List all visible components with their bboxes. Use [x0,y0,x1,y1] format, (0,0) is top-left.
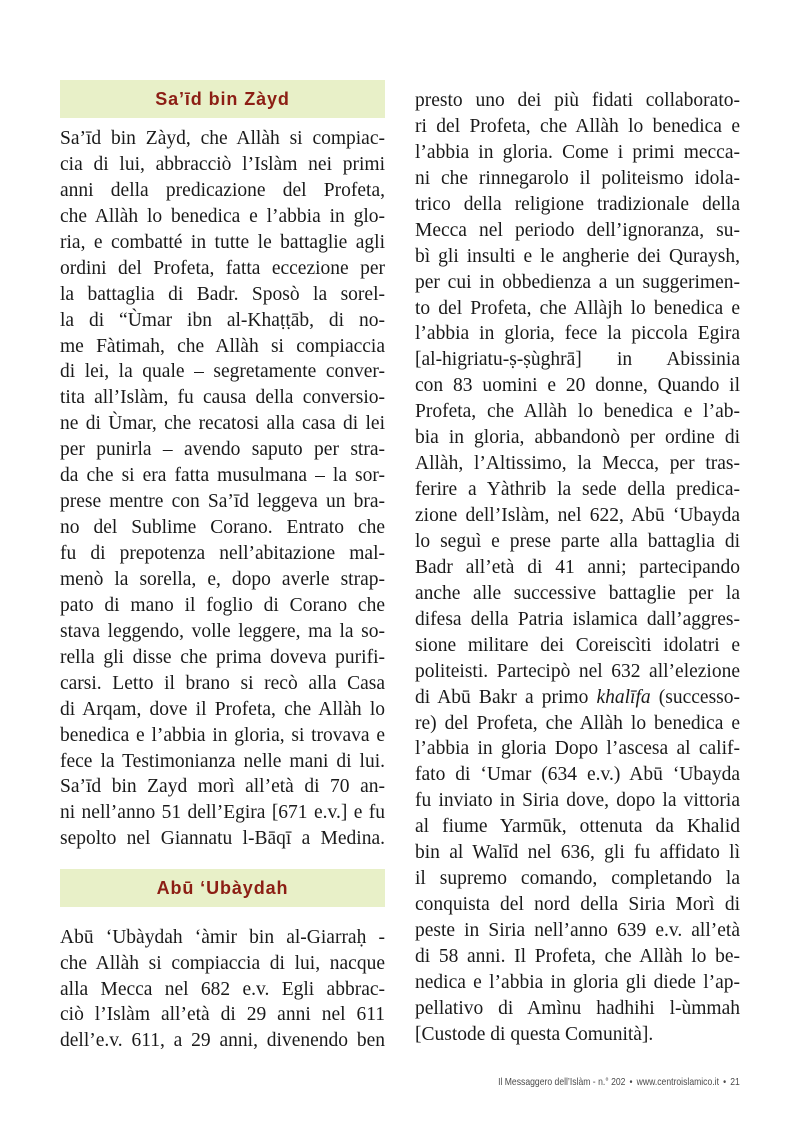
article-paragraph-continued [415,88,740,1048]
text-line: anni della predicazione del Profeta, [60,179,385,201]
section-heading [60,80,385,118]
text-line: conquista del nord della Siria Morì di [415,894,740,916]
text-line: to del Profeta, che Allàjh lo benedica e [415,297,740,319]
article-paragraph [60,925,385,1055]
text-line: ciò l’Islàm all’età di 29 anni nel 611 [60,1004,385,1026]
text-line: peste in Siria nell’anno 639 e.v. all’età [415,920,740,941]
text-line: nedica e l’abbia in gloria gli diede l’ap- [415,971,740,993]
text-line: Sa’īd bin Zayd morì all’età di 70 an- [60,776,385,798]
text-line: fu di prepotenza nell’abitazione mal- [60,543,385,564]
text-line: [al-higriatu-ṣ-ṣùghrā] in Abissinia [415,349,740,371]
section-heading-text: Abū ‘Ubàydah [156,878,289,899]
text-line: per cui in obbedienza a un suggerimen- [415,271,740,293]
text-line: Allàh, l’Altissimo, la Mecca, per tras- [415,453,740,475]
separator-bullet: • [629,1076,633,1088]
text-line: [Custode di questa Comunità]. [415,1023,654,1045]
text-line: dell’e.v. 611, a 29 anni, divenendo ben [60,1030,385,1052]
text-line: fato di ‘Umar (634 e.v.) Abū ‘Ubayda [415,764,740,786]
text-line: sepolto nel Giannatu l-Bāqī a Medina. [60,828,385,850]
text-line: l’abbia in gloria, fece la piccola Egira [415,323,740,345]
text-line: menò la sorella, e, dopo averle strap- [60,568,385,590]
section-heading [60,869,385,907]
text-line: ni nell’anno 51 dell’Egira [671 e.v.] e fu [60,802,385,824]
text-line: di Arqam, dove il Profeta, che Allàh lo [60,698,385,720]
text-line: bia in gloria, abbandonò per ordine di [415,427,740,449]
text-line: Mecca nel periodo dell’ignoranza, su- [415,219,740,241]
text-line: alla Mecca nel 682 e.v. Egli abbrac- [60,978,385,1000]
text-line: il supremo comando, completando la [415,868,740,890]
text-line: sione militare dei Coreiscìti idolatri e [415,634,740,656]
text-line: ne di Ùmar, che recatosi alla casa di lei [60,413,385,435]
text-line: zione dell’Islàm, nel 622, Abū ‘Ubayda [415,505,740,526]
text-line: la battaglia di Badr. Sposò la sorel- [60,283,385,305]
text-line: politeisti. Partecipò nel 632 all’elezione [415,660,740,682]
text-line: stava leggendo, volle leggere, ma la so- [60,620,385,642]
text-line: per punirla – avendo saputo per stra- [60,439,385,461]
text-line: l’abbia in gloria Dopo l’ascesa al calif- [415,738,740,760]
text-line: l’abbia in gloria. Come i primi mecca- [415,141,740,163]
text-line: che Allàh si compiaccia di lui, nacque [60,952,385,974]
text-line: ria, e combatté in tutte le battaglie agli [60,231,385,253]
text-line: ni che rinnegarolo il politeismo idola- [415,167,740,189]
text-line: lo seguì e prese parte alla battaglia di [415,530,740,552]
text-line: ferire a Yàthrib la sede della predica- [415,479,740,501]
text-line: da che si era fatta musulmana – la sor- [60,465,385,487]
text-line: re) del Profeta, che Allàh lo benedica e [415,712,740,734]
text-line: difesa della Patria islamica dall’aggres- [415,608,740,630]
text-line: Badr all’età di 41 anni; partecipando [415,556,740,578]
text-segment: di Abū Bakr a primo [415,686,597,708]
text-line: carsi. Letto il brano si recò alla Casa [60,672,385,694]
separator-bullet: • [723,1076,727,1088]
text-line: trico della religione tradizionale della [415,193,740,215]
text-line: ordini del Profeta, fatta eccezione per [60,257,385,279]
text-line: pato di mano il foglio di Corano che [60,594,385,616]
page-footer [498,1075,740,1089]
left-column [60,80,385,1054]
text-line: presto uno dei più fidati collaborato- [415,90,740,111]
section-heading-text: Sa’īd bin Zàyd [155,89,290,109]
text-line: Abū ‘Ubàydah ‘àmir bin al-Giarraḥ - [60,926,385,948]
right-column [415,88,740,1048]
text-line: fece la Testimonianza nelle mani di lui. [60,750,385,772]
page-number: 21 [730,1076,740,1088]
text-line: che Allàh lo benedica e l’abbia in glo- [60,205,385,227]
text-line: ri del Profeta, che Allàh lo benedica e [415,115,740,137]
text-segment: (successo- [650,686,740,708]
article-section [60,869,385,1054]
text-line: rella gli disse che prima doveva purifi- [60,646,385,668]
text-line: tita all’Islàm, fu causa della conversio- [60,387,385,409]
text-line: cia di lui, abbracciò l’Islàm nei primi [60,153,385,175]
text-line: Profeta, che Allàh lo benedica e l’ab- [415,401,740,423]
text-line: con 83 uomini e 20 donne, Quando il [415,375,740,397]
text-line: bì gli insulti e le angherie dei Quraysh, [415,245,740,267]
text-line: Sa’īd bin Zàyd, che Allàh si compiac- [60,128,385,149]
article-paragraph [60,126,385,852]
website-url: www.centroislamico.it [636,1076,720,1088]
italic-term: khalīfa [596,686,651,708]
text-line: la di “Ùmar ibn al-Khaṭṭāb, di no- [60,309,385,331]
text-line: bin al Walīd nel 636, gli fu affidato lì [415,842,740,864]
text-line: no del Sublime Corano. Entrato che [60,517,385,539]
text-line: prese mentre con Sa’īd leggeva un bra- [60,491,385,513]
text-line: fu inviato in Siria dove, dopo la vittoria [415,790,740,812]
text-line: anche alle successive battaglie per la [415,582,740,604]
text-line: benedica e l’abbia in gloria, si trovava e [60,724,385,746]
publication-issue: Il Messaggero dell’Islàm - n.° 202 [498,1076,626,1088]
text-line: di 58 anni. Il Profeta, che Allàh lo be- [415,945,740,967]
text-line: al fiume Yarmūk, ottenuta da Khalid [415,816,740,838]
article-section [60,80,385,852]
text-line: me Fàtimah, che Allàh si compiaccia [60,335,385,357]
text-line: di lei, la quale – segretamente conver- [60,361,385,383]
text-line [415,685,740,711]
text-line: pellativo di Amìnu hadhihi l-ùmmah [415,997,740,1019]
